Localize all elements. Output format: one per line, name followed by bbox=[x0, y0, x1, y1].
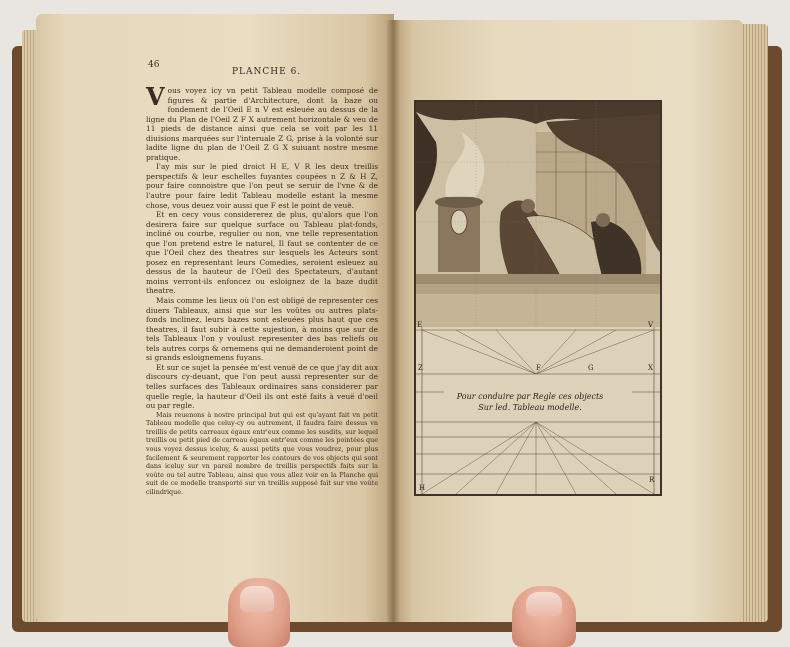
plate-engraving bbox=[416, 102, 660, 494]
paragraph-3: Et en cecy vous considererez de plus, qu'alors que l'on desirera faire sur quelque surface ou Tableau plat-fonds, incliné ou courbe, regulier ou non, vne telle representation que l'on pretend estre le naturel, Il faut se contenter de ce que l'Oeil chez des theatres sur lesquels les Acteurs sont posez en representant leurs Comedies, seroient esleuez au dessus de la hauteur de l'Oeil des Spectateurs, d'autant moins verront-ils enfoncez ou esloignez de la baze dudit theatre. bbox=[146, 210, 378, 296]
plate-caption bbox=[440, 391, 620, 413]
book-gutter bbox=[386, 20, 400, 622]
paragraph-2: I'ay mis sur le pied droict H E, V R les deux treillis perspectifs & leur eschelles fuyantes coupées n Z & H Z, pour faire connoistre que l'on peut se seruir de l'vne & de l'autre pour faire ledit Tableau modelle estant la mesme chose, vous deuez voir aussi que F est le point de veuë. bbox=[146, 162, 378, 210]
paragraph-4: Mais comme les lieux où l'on est obligé de representer ces diuers Tableaux, ainsi que sur les voûtes ou autres plats-fonds inclinez, leurs bazes sont esleuées plus haut que ces theatres, il faut subir à cette sujestion, à moins que sur de tels Tableaux l'on y voulust representer des bas reliefs ou tels autres corps & ornemens qui ne demanderoient point de si grands esloignemens fuyans. bbox=[146, 296, 378, 363]
right-thumbnail bbox=[526, 592, 562, 616]
plate-letter-v: V bbox=[648, 321, 654, 329]
plate-letter-r: R bbox=[649, 476, 655, 484]
plate-letter-e: E bbox=[417, 321, 423, 329]
plate-letter-g: G bbox=[588, 364, 594, 372]
paragraph-1 bbox=[146, 82, 378, 162]
paragraph-5: Et sur ce sujet la pensée m'est venuë de ce que j'ay dit aux discours cy-deuant, que l'on peut aussi representer sur de telles surfaces des Tableaux ordinaires sans considerer par quelle regle, la hauteur d'Oeil ils ont esté faits à veuë d'oeil ou par regle. bbox=[146, 362, 378, 411]
engraved-plate bbox=[414, 100, 662, 496]
plate-letter-f: F bbox=[536, 364, 541, 372]
dropcap: V bbox=[146, 82, 165, 111]
body-text bbox=[146, 82, 378, 497]
plate-caption-line-2: Sur led. Tableau modelle. bbox=[478, 403, 582, 412]
running-head: PLANCHE 6. bbox=[232, 67, 302, 77]
plate-caption-line-1: Pour conduire par Regle ces objects bbox=[456, 392, 604, 401]
left-thumbnail bbox=[240, 586, 274, 612]
paragraph-6: Mais reuenons à nostre principal but qui est qu'ayant fait vn petit Tableau modelle que celuy-cy ou autrement, il faudra faire dessus vn treillis de petits carreaux égaux entr'eux comme les susdits, sur lequel treillis ou petit pied de carreau égaux entr'eux comme les pointées que vous voyez dessus iceluy, & aussi petits que vous voudrez, pour plus facilement & seurement rapporter les contours de vos objects qui sont dans iceluy sur vn pareil nombre de treillis perspectifs faits sur la voûte ou tel autre Tableau, ainsi que vous allez voir en la Planche qui suit de ce modelle transporté sur vn treillis supposé fait sur vne voûte cilindrique. bbox=[146, 410, 378, 496]
paragraph-1-text: ous voyez icy vn petit Tableau modelle composé de figures & partie d'Architecture, dont la baze ou fondement de l'Oeil E n V est esleuée au dessus de la ligne du Plan de l'Oeil Z F X autrement horizontale & veu de 11 pieds de distance ainsi que cela se voit par les 11 diuisions marquées sur l'interuale Z G, prise à la volonté sur ladite ligne du plan de l'Oeil Z G X suiuant nostre mesme pratique. bbox=[146, 86, 378, 162]
page-number: 46 bbox=[148, 60, 160, 70]
plate-letter-x: X bbox=[648, 364, 653, 372]
plate-letter-z: Z bbox=[418, 364, 423, 372]
plate-letter-h: H bbox=[419, 484, 426, 492]
